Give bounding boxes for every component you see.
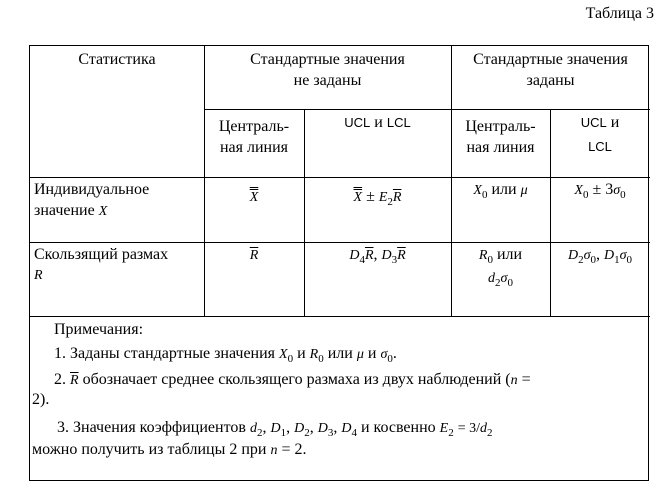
sigma-symbol-3: σ	[583, 248, 591, 263]
row2-center-not-given	[204, 244, 304, 266]
d4-symbol: D	[349, 248, 360, 263]
header-given-line2: заданы	[526, 72, 575, 89]
row-individual-label	[34, 179, 202, 222]
note3-E2-sub: 2	[448, 427, 454, 439]
d2-cap-symbol: D	[567, 248, 579, 263]
or-label: или	[491, 181, 517, 198]
note1-sigma-sub: 0	[387, 353, 393, 365]
note1-mu: μ	[356, 347, 364, 362]
center-line-text2: ная линия	[219, 139, 289, 156]
moving-range-text: Скользящий размах	[34, 246, 169, 263]
note3-D1: D	[270, 421, 281, 436]
r0-symbol: R	[478, 248, 488, 263]
note1-x0-sub: 0	[287, 353, 294, 365]
note1-r0: R	[309, 347, 319, 362]
r-bar-4: $\overline{R}$	[397, 248, 406, 263]
sigma-symbol-4: σ	[619, 248, 627, 263]
subheader-center-line-2	[451, 116, 550, 158]
r-bar-2: $\overline{R}$	[249, 248, 259, 263]
note3-d2b-sub: 2	[487, 427, 493, 439]
header-not-given-line1: Стандартные значения	[250, 51, 405, 68]
d3-symbol: D	[381, 248, 392, 263]
r-symbol: R	[34, 268, 43, 283]
row-divider-header	[30, 177, 650, 178]
center-line-text1: Централь-	[218, 118, 290, 135]
ucl-label-2: UCL	[580, 115, 607, 130]
sigma-symbol-2: σ	[500, 271, 508, 286]
note2-r-bar: $\overline{R}$	[70, 373, 79, 388]
note1-sigma: σ	[380, 347, 388, 362]
mu-symbol: μ	[520, 183, 528, 198]
x-double-bar: X	[249, 190, 259, 205]
header-given	[451, 49, 650, 91]
header-not-given-line2: не заданы	[293, 72, 362, 89]
note3-D1-sub: 1	[280, 427, 287, 439]
row2-limits-not-given: $D_4\overline{R}$, $D_3\overline{R}$	[349, 246, 406, 266]
e-symbol: E	[378, 190, 388, 205]
header-given-line1: Стандартные значения	[473, 51, 628, 68]
note1-text-c: или	[327, 345, 353, 362]
note3-D3: D	[317, 421, 328, 436]
d1-subscript: 1	[614, 254, 620, 266]
note1-x0: X	[279, 347, 288, 362]
center-line2-text2: ная линия	[466, 139, 535, 156]
row1-limits-not-given	[304, 186, 451, 209]
note3-D2-sub: 2	[304, 427, 310, 439]
sigma-subscript-3: 0	[590, 254, 596, 266]
x0-symbol-2: X	[574, 183, 583, 198]
three-digit: 3	[605, 181, 614, 198]
individual-text1: Индивидуальное	[34, 181, 150, 198]
note1-text-b: и	[297, 345, 306, 362]
row-moving-range-label	[34, 244, 202, 286]
note2-text-b: обозначает среднее скользящего размаха из двух наблюдений (	[82, 371, 511, 388]
subheader-center-line-1	[204, 116, 304, 158]
note3-d2b: d	[480, 421, 488, 436]
note3-D4: D	[341, 421, 352, 436]
d2-cap-subscript: 2	[578, 254, 584, 266]
sigma-symbol: σ	[613, 183, 621, 198]
and-label: и	[374, 114, 383, 131]
d1-symbol: D	[604, 248, 615, 263]
center-line2-text1: Централь-	[465, 118, 536, 135]
row1-limits-given	[550, 179, 650, 202]
note3-d2: d	[249, 421, 257, 436]
note1-text-a: 1. Заданы стандартные значения	[54, 345, 276, 362]
note2-n: n	[510, 373, 518, 388]
ucl-label: UCL	[344, 115, 371, 130]
note2-text-a: 2.	[54, 371, 66, 388]
note-2-cont: 2).	[32, 391, 50, 408]
note1-text-d: и	[367, 345, 377, 362]
note3-text-b: и косвенно	[360, 419, 436, 436]
sigma-subscript-2: 0	[507, 277, 513, 289]
row-divider-2	[30, 316, 650, 317]
table-caption: Таблица 3	[585, 5, 654, 22]
note3-text-a: 3. Значения коэффициентов	[57, 419, 246, 436]
r0-subscript: 0	[487, 254, 493, 266]
x0-subscript: 0	[481, 189, 488, 201]
subheader-limits-1	[304, 112, 451, 133]
sigma-subscript-4: 0	[626, 254, 633, 266]
row1-center-given	[451, 179, 550, 202]
note3-text-e: = 2.	[281, 441, 307, 458]
subheader-limits-2	[550, 112, 650, 157]
note3-n: n	[270, 443, 278, 458]
d4-subscript: 4	[359, 254, 365, 266]
note3-text-d: можно получить из таблицы 2 при	[32, 441, 267, 458]
row1-center-not-given	[204, 186, 304, 208]
plus-minus: ±	[366, 188, 375, 205]
note1-r0-sub: 0	[318, 353, 324, 365]
x0-symbol: X	[473, 183, 482, 198]
note3-text-c: = 3/	[457, 421, 481, 436]
row2-center-given	[451, 244, 550, 290]
note3-D3-sub: 3	[327, 427, 334, 439]
note3-D2: D	[294, 421, 305, 436]
note-1: 1. Заданы стандартные значения $X_0$ и $R_0$ или μ и $\sigma_0$.	[54, 345, 397, 365]
or-label-2: или	[496, 246, 523, 263]
individual-text2: значение	[34, 202, 95, 219]
x-double-bar-2: X	[353, 190, 363, 205]
sigma-subscript: 0	[620, 189, 626, 201]
col-divider-3	[304, 109, 305, 316]
x0-subscript-2: 0	[582, 189, 589, 201]
note-3: 3. Значения коэффициентов $d_2$, $D_1$, $D_2$, $D_3$, $D_4$ и косвенно $E_2 = 3/d_2$	[57, 419, 493, 439]
note-3-cont	[30, 440, 650, 461]
note3-D4-sub: 4	[351, 427, 357, 439]
x-symbol: X	[98, 204, 108, 219]
header-not-given	[204, 49, 451, 91]
lcl-label: LCL	[386, 115, 411, 130]
note-2	[30, 370, 650, 391]
r-bar: $\overline{R}$	[392, 190, 402, 205]
r-bar-3: $\overline{R}$	[364, 248, 374, 263]
notes-title: Примечания:	[54, 321, 144, 338]
note3-d2-sub: 2	[256, 427, 263, 439]
note2-text-c: =	[521, 371, 531, 388]
row-divider-sub	[204, 109, 650, 110]
plus-minus-2: ±	[592, 181, 602, 198]
row2-limits-given: $D_2\sigma_0$, $D_1\sigma_0$	[567, 246, 633, 266]
row-divider-1	[30, 242, 650, 243]
header-statistic: Статистика	[78, 51, 156, 68]
d3-subscript: 3	[391, 254, 398, 266]
control-limits-table	[29, 45, 649, 481]
d2-symbol: d	[488, 271, 496, 286]
d2-subscript: 2	[495, 277, 501, 289]
e-subscript: 2	[387, 196, 393, 208]
note3-E2: E	[439, 421, 449, 436]
and-label-2: и	[610, 114, 620, 131]
lcl-label-2: LCL	[588, 139, 612, 154]
